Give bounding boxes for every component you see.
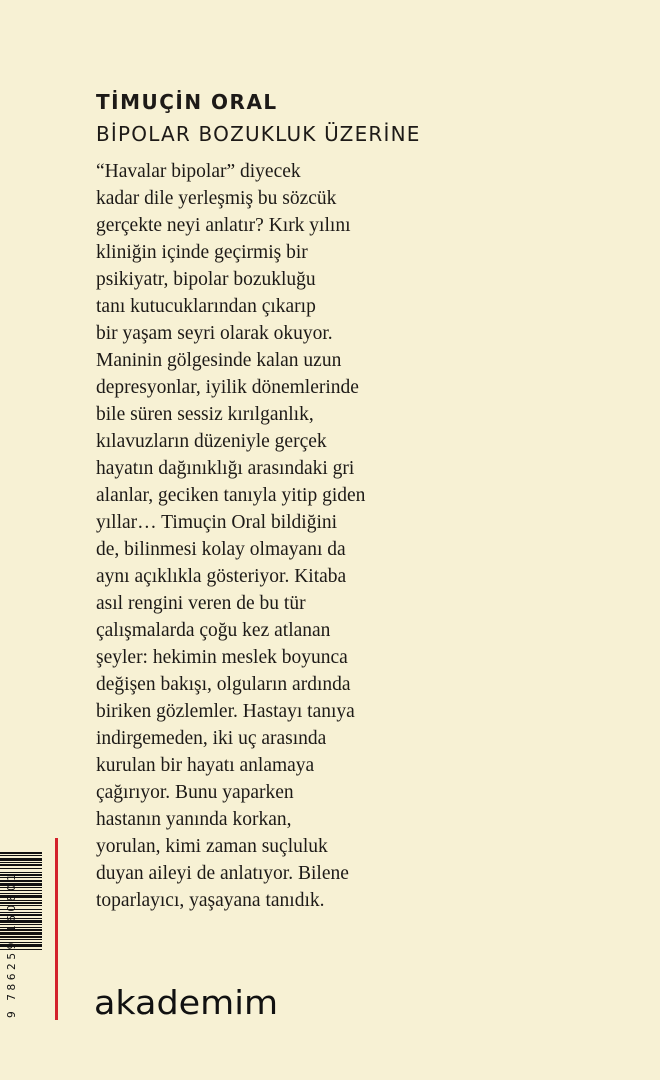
blurb-line: kılavuzların düzeniyle gerçek [96, 431, 327, 452]
blurb-line: değişen bakışı, olguların ardında [96, 674, 351, 695]
blurb-line: çalışmalarda çoğu kez atlanan [96, 620, 331, 641]
barcode-bar [0, 855, 42, 856]
blurb-line: tanı kutucuklarından çıkarıp [96, 296, 316, 317]
blurb-line: “Havalar bipolar” diyecek [96, 161, 301, 182]
red-accent-line [55, 838, 58, 1020]
blurb-line: hastanın yanında korkan, [96, 809, 292, 830]
barcode-bar [0, 864, 42, 866]
blurb-line: Maninin gölgesinde kalan uzun [96, 350, 342, 371]
blurb-line: gerçekte neyi anlatır? Kırk yılını [96, 215, 351, 236]
blurb-line: biriken gözlemler. Hastayı tanıya [96, 701, 355, 722]
blurb-line: kliniğin içinde geçirmiş bir [96, 242, 308, 263]
barcode-bar [0, 868, 42, 869]
publisher-logo-text: akademim [94, 983, 278, 1022]
blurb-line: asıl rengini veren de bu tür [96, 593, 306, 614]
isbn-number: 9 786259 160801 [6, 870, 18, 1018]
blurb-line: indirgemeden, iki uç arasında [96, 728, 327, 749]
blurb-line: hayatın dağınıklığı arasındaki gri [96, 458, 355, 479]
back-cover-blurb [96, 158, 426, 914]
blurb-line: kurulan bir hayatı anlamaya [96, 755, 315, 776]
blurb-line: yorulan, kimi zaman suçluluk [96, 836, 328, 857]
blurb-line: bir yaşam seyri olarak okuyor. [96, 323, 333, 344]
barcode-bar [0, 858, 42, 861]
blurb-line: yıllar… Timuçin Oral bildiğini [96, 512, 338, 533]
publisher-logo [94, 976, 284, 1028]
blurb-line: çağırıyor. Bunu yaparken [96, 782, 294, 803]
blurb-line: psikiyatr, bipolar bozukluğu [96, 269, 316, 290]
blurb-line: de, bilinmesi kolay olmayanı da [96, 539, 346, 560]
blurb-line: alanlar, geciken tanıyla yitip giden [96, 485, 366, 506]
blurb-line: duyan aileyi de anlatıyor. Bilene [96, 863, 349, 884]
book-title: BİPOLAR BOZUKLUK ÜZERİNE [96, 122, 421, 146]
blurb-line: bile süren sessiz kırılganlık, [96, 404, 314, 425]
blurb-line: kadar dile yerleşmiş bu sözcük [96, 188, 337, 209]
blurb-line: depresyonlar, iyilik dönemlerinde [96, 377, 359, 398]
blurb-line: şeyler: hekimin meslek boyunca [96, 647, 348, 668]
blurb-line: aynı açıklıkla gösteriyor. Kitaba [96, 566, 347, 587]
author-name: TİMUÇİN ORAL [96, 90, 278, 114]
barcode-bar [0, 852, 42, 854]
blurb-line: toparlayıcı, yaşayana tanıdık. [96, 890, 325, 911]
barcode-bar [0, 862, 42, 863]
